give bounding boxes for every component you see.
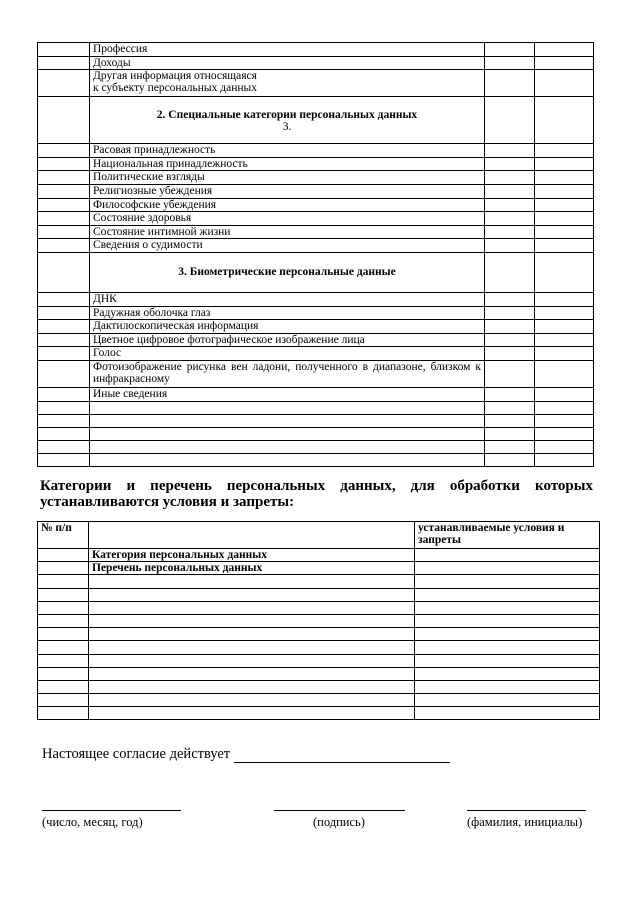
col-header-conditions: устанавливаемые условия и запреты bbox=[415, 522, 600, 549]
row-label: Состояние здоровья bbox=[90, 212, 485, 226]
validity-line bbox=[42, 746, 450, 763]
list-label: Перечень персональных данных bbox=[89, 562, 415, 575]
conditions-heading: Категории и перечень персональных данных, для обработки которых устанавливаются условия и запреты: bbox=[40, 478, 593, 510]
personal-data-categories-table bbox=[37, 42, 594, 467]
row-label: Фотоизображение рисунка вен ладони, полученного в диапазоне, близком к инфракрасному bbox=[90, 360, 485, 387]
row-label: Другая информация относящаяся к субъекту персональных данных bbox=[90, 70, 485, 97]
validity-blank[interactable] bbox=[234, 747, 450, 763]
category-label: Категория персональных данных bbox=[89, 549, 415, 562]
name-label: (фамилия, инициалы) bbox=[467, 815, 583, 829]
row-label: Философские убеждения bbox=[90, 198, 485, 212]
row-label: Доходы bbox=[90, 56, 485, 70]
row-label: Радужная оболочка глаз bbox=[90, 306, 485, 320]
date-signature-line[interactable] bbox=[42, 810, 181, 811]
row-label: Профессия bbox=[90, 43, 485, 57]
row-label: ДНК bbox=[90, 292, 485, 306]
row-label: Цветное цифровое фотографическое изображение лица bbox=[90, 333, 485, 347]
row-label: Голос bbox=[90, 347, 485, 361]
name-signature-line[interactable] bbox=[467, 810, 586, 811]
row-label: Состояние интимной жизни bbox=[90, 225, 485, 239]
row-label: Национальная принадлежность bbox=[90, 157, 485, 171]
col-header-number: № п/п bbox=[38, 522, 89, 549]
section-heading-special: 2. Специальные категории персональных данных 3. bbox=[90, 97, 485, 144]
validity-label: Настоящее согласие действует bbox=[42, 746, 231, 762]
date-label: (число, месяц, год) bbox=[42, 815, 143, 829]
signature-label: (подпись) bbox=[313, 815, 365, 829]
signature-line[interactable] bbox=[274, 810, 405, 811]
row-label: Дактилоскопическая информация bbox=[90, 320, 485, 334]
row-label: Религиозные убеждения bbox=[90, 184, 485, 198]
row-label: Иные сведения bbox=[90, 387, 485, 401]
conditions-table bbox=[37, 521, 600, 720]
row-label: Политические взгляды bbox=[90, 171, 485, 185]
row-label: Сведения о судимости bbox=[90, 239, 485, 253]
section-heading-biometric: 3. Биометрические персональные данные bbox=[90, 252, 485, 292]
row-label: Расовая принадлежность bbox=[90, 144, 485, 158]
